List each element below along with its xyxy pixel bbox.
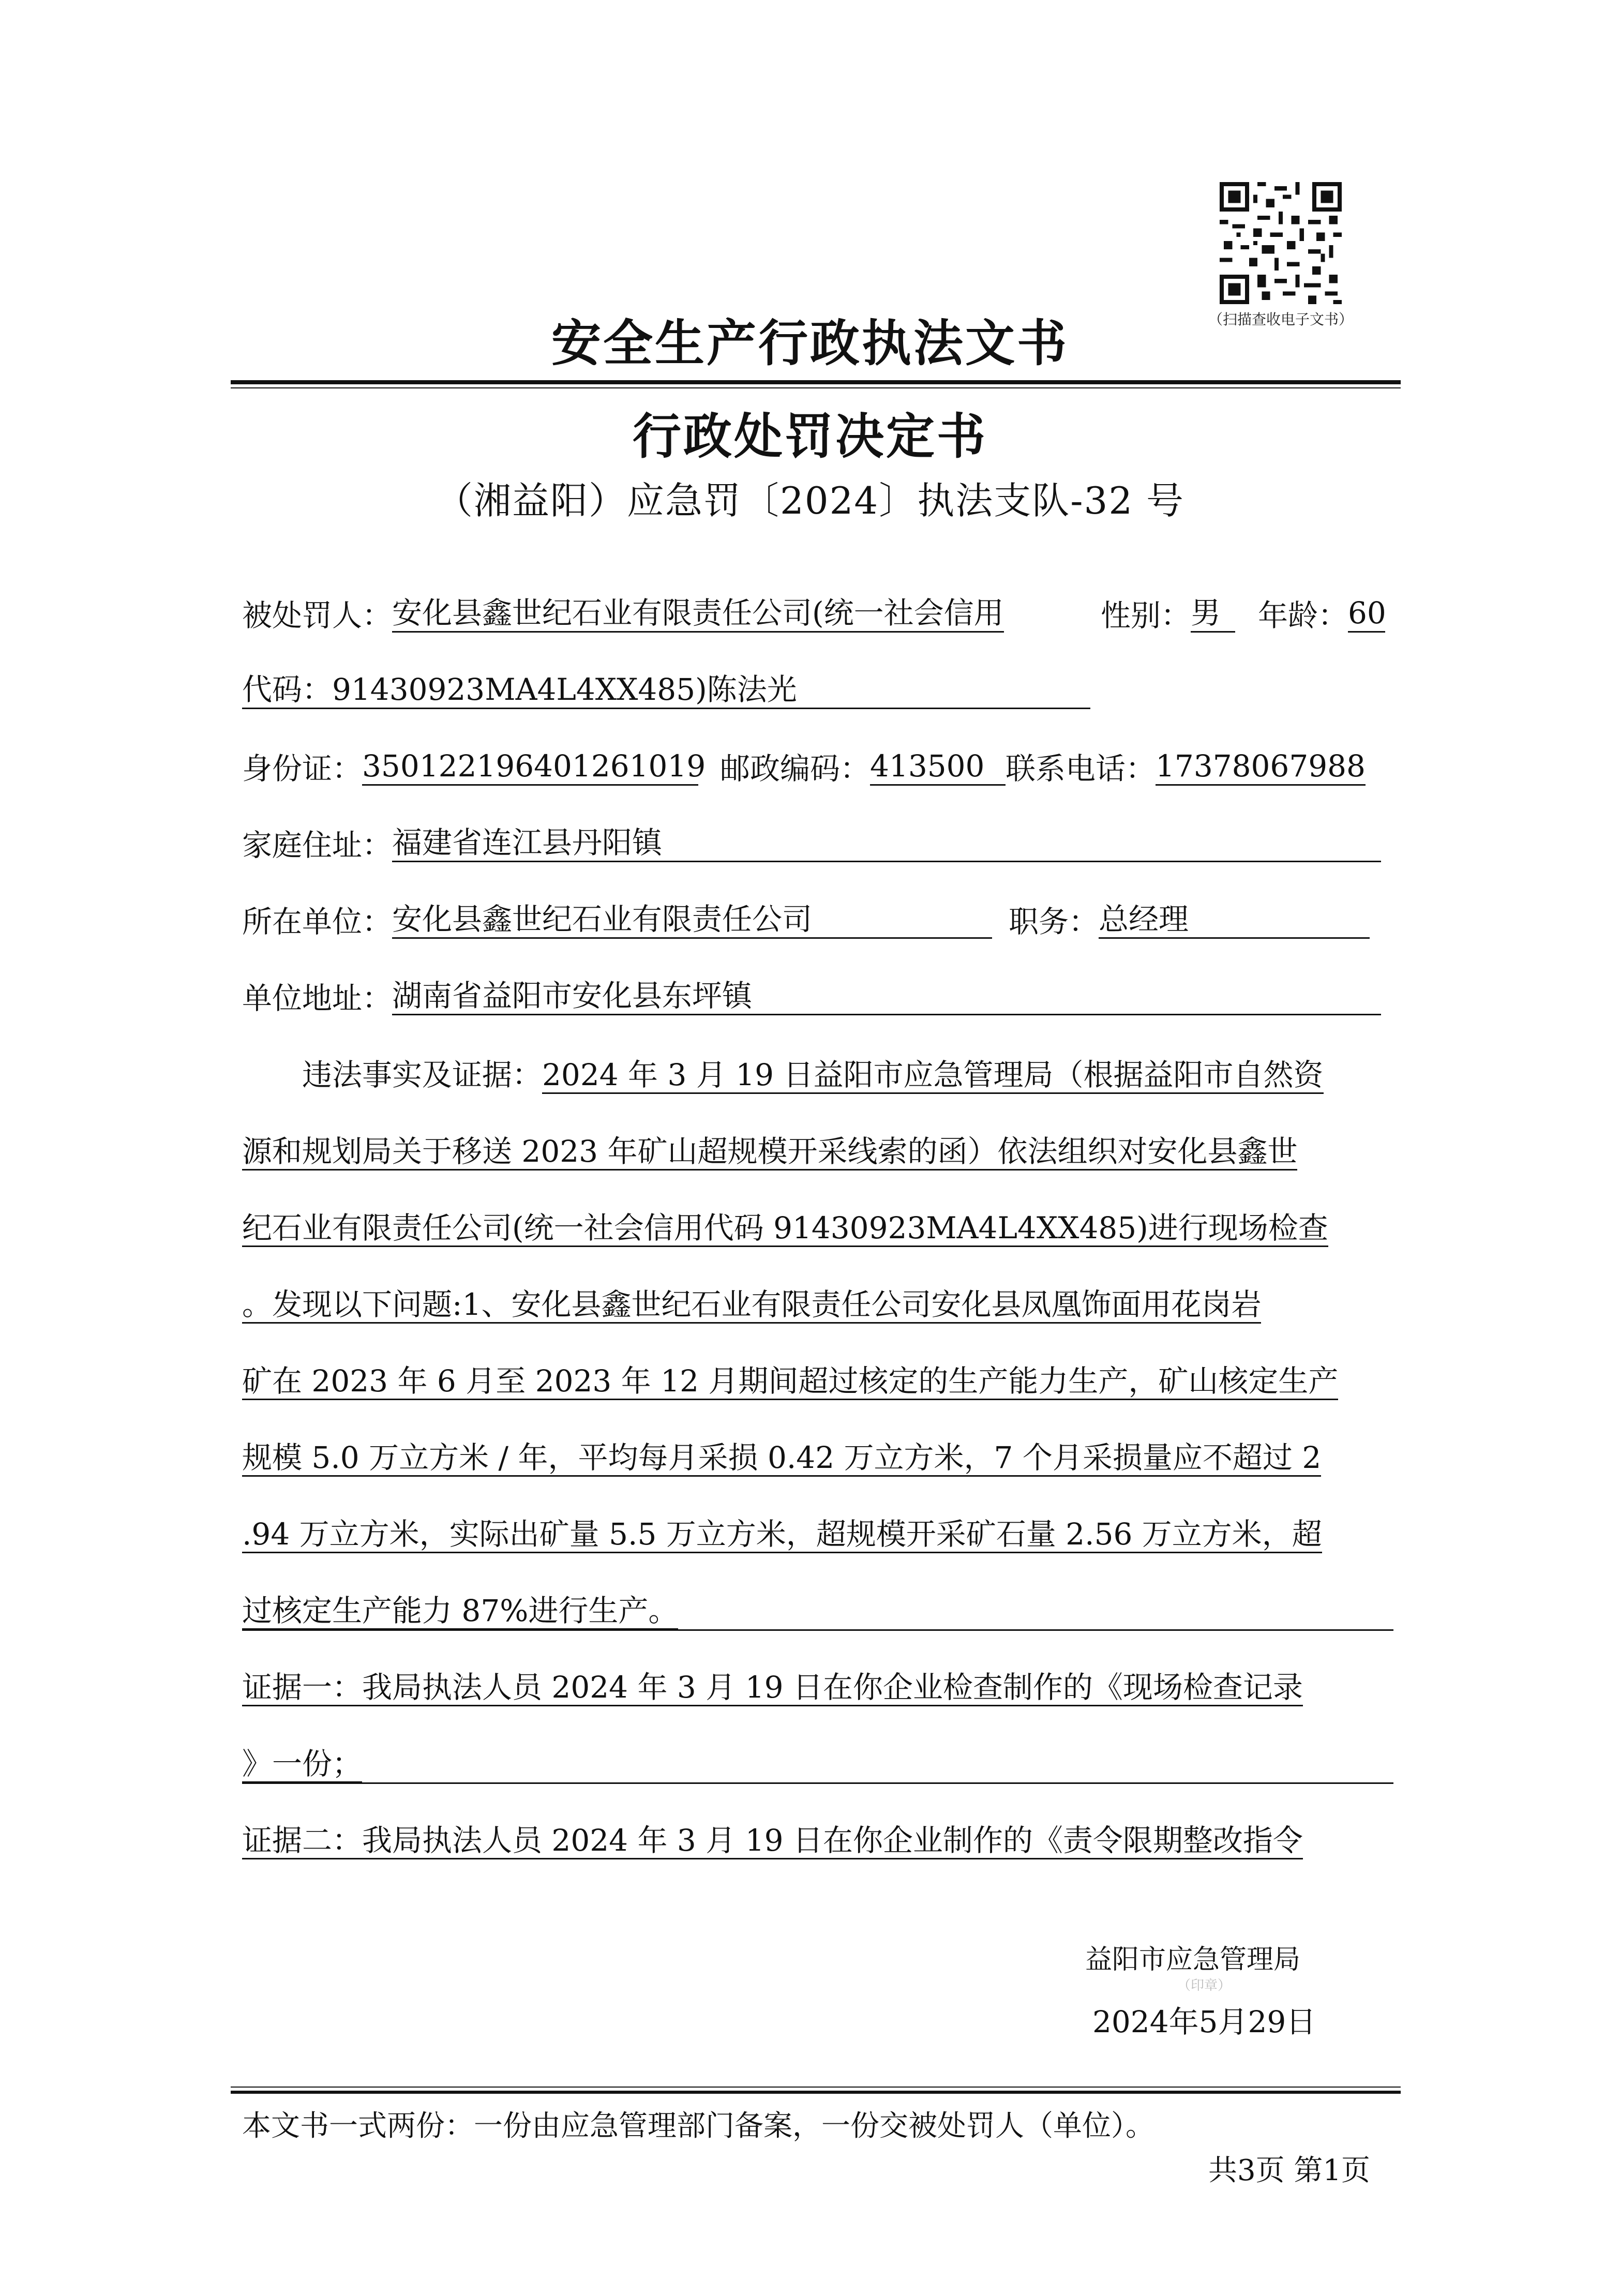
issue-date: 2024年5月29日 [1092,2004,1316,2039]
party-name-row [242,595,1004,636]
footer-note: 本文书一式两份：一份由应急管理部门备案，一份交被处罚人（单位）。 [242,2109,1154,2143]
party-name-label: 被处罚人： [242,598,393,633]
evidence-line [242,1743,362,1784]
facts-line [302,1054,1324,1096]
footer-rule [231,2087,1401,2094]
facts-text: 2024 年 3 月 19 日益阳市应急管理局（根据益阳市自然资 [542,1057,1324,1094]
facts-label: 违法事实及证据： [302,1057,543,1092]
unit-address-value: 湖南省益阳市安化县东坪镇 [392,978,1381,1015]
home-field [242,824,1381,866]
postcode-field [720,748,1006,789]
id-value: 350122196401261019 [362,748,698,786]
facts-text: .94 万立方米，实际出矿量 5.5 万立方米，超规模开采矿石量 2.56 万立方米，超 [242,1517,1322,1553]
age-label: 年龄： [1258,598,1348,633]
party-name-line2-row [242,671,1090,713]
unit-value: 安化县鑫世纪石业有限责任公司 [392,901,992,939]
facts-text: 纪石业有限责任公司(统一社会信用代码 91430923MA4L4XX485)进行现场检查 [242,1210,1328,1247]
position-value: 总经理 [1099,901,1370,939]
gender-label: 性别： [1101,598,1191,633]
page-indicator: 共3页 第1页 [1208,2154,1371,2187]
seal-placeholder: （印章） [1177,1978,1232,1993]
age-value: 60 [1348,595,1385,633]
postcode-value: 413500 [870,748,1006,786]
qr-code-icon [1219,182,1343,304]
unit-field [242,901,992,942]
phone-value: 17378067988 [1156,748,1366,786]
evidence-line [242,1820,1303,1861]
document-title: 行政处罚决定书 [632,408,987,465]
evidence-line [242,1667,1303,1708]
facts-text: 矿在 2023 年 6 月至 2023 年 12 月期间超过核定的生产能力生产，矿山核定生产 [242,1363,1338,1400]
facts-line [242,1437,1321,1478]
facts-line [242,1207,1328,1249]
gender-value: 男 [1191,595,1235,633]
position-field [1009,901,1370,942]
phone-field [1006,748,1366,789]
facts-underline [242,1629,1393,1631]
unit-address-field [242,978,1381,1019]
phone-label: 联系电话： [1006,751,1156,786]
facts-line [242,1590,678,1631]
party-name-line2: 代码：91430923MA4L4XX485)陈法光 [242,671,1090,709]
home-value: 福建省连江县丹阳镇 [392,824,1381,862]
evidence-text: 证据二：我局执法人员 2024 年 3 月 19 日在你企业制作的《责令限期整改指令 [242,1823,1303,1859]
facts-text: 源和规划局关于移送 2023 年矿山超规模开采线索的函）依法组织对安化县鑫世 [242,1134,1297,1170]
home-label: 家庭住址： [242,828,393,863]
document-category: 安全生产行政执法文书 [551,314,1069,372]
postcode-label: 邮政编码： [720,751,871,786]
qr-caption: （扫描查收电子文书） [1208,311,1353,328]
evidence-text: 证据一：我局执法人员 2024 年 3 月 19 日在你企业检查制作的《现场检查记录 [242,1670,1303,1706]
document-number: （湘益阳）应急罚〔2024〕执法支队-32 号 [435,479,1185,522]
gender-field [1101,595,1235,636]
facts-line [242,1284,1261,1325]
facts-line [242,1513,1322,1555]
id-label: 身份证： [242,751,363,786]
unit-label: 所在单位： [242,904,393,939]
party-name-line1: 安化县鑫世纪石业有限责任公司(统一社会信用 [392,595,1004,633]
position-label: 职务： [1009,904,1099,939]
issuing-authority: 益阳市应急管理局 [1085,1944,1301,1975]
unit-address-label: 单位地址： [242,981,393,1016]
header-rule [231,380,1401,388]
age-field [1258,595,1385,636]
evidence-text: 》一份； [242,1746,362,1783]
facts-text: 过核定生产能力 87%进行生产。 [242,1593,678,1630]
evidence-underline [242,1782,1393,1784]
facts-line [242,1360,1338,1402]
facts-text: 规模 5.0 万立方米 / 年，平均每月采损 0.42 万立方米，7 个月采损量应不超过 2 [242,1440,1321,1477]
id-field [242,748,706,789]
facts-text: 。发现以下问题:1、安化县鑫世纪石业有限责任公司安化县凤凰饰面用花岗岩 [242,1287,1261,1324]
facts-line [242,1131,1297,1172]
